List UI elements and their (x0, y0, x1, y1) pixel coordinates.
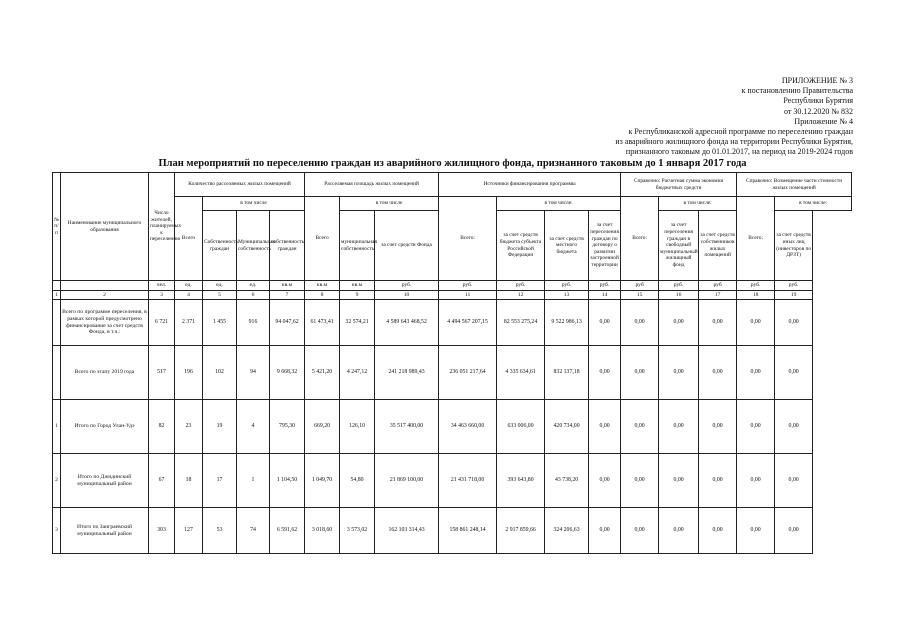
col-header-compensation: Справочно: Возмещение части стоимости жилых помещений (737, 173, 852, 197)
value-cell: 53 (203, 508, 237, 554)
unit-cell: руб. (439, 281, 497, 291)
value-cell: 0,00 (699, 400, 737, 454)
row-number (53, 346, 61, 400)
column-number-cell: 12 (497, 291, 545, 300)
column-number-cell: 5 (203, 291, 237, 300)
value-cell: 393 643,80 (497, 454, 545, 508)
table-row (53, 400, 852, 454)
value-cell: 9 668,32 (270, 346, 305, 400)
value-cell: 0,00 (659, 346, 699, 400)
value-cell: 127 (175, 508, 203, 554)
municipality-name: Итого по Джидинский муниципальный район (61, 454, 149, 508)
value-cell: 0,00 (621, 454, 659, 508)
unit-cell: руб. (775, 281, 813, 291)
row-number (53, 300, 61, 346)
unit-cell: руб. (737, 281, 775, 291)
col-header-area-including: в том числе (340, 197, 439, 211)
value-cell: 420 734,00 (545, 400, 589, 454)
value-cell: 18 (175, 454, 203, 508)
value-cell: 0,00 (659, 300, 699, 346)
value-cell: 4 494 567 207,15 (439, 300, 497, 346)
municipality-name: Всего по программе переселения, в рамках которой предусмотрено финансирование за счет средств Фонда, в т.ч.: (61, 300, 149, 346)
col-header-residents: Число жителей, планируемых к переселению (149, 173, 175, 281)
row-number: 2 (53, 454, 61, 508)
unit-cell: ед. (175, 281, 203, 291)
unit-cell: руб (699, 281, 737, 291)
header-line: Республики Бурятия (783, 96, 853, 106)
value-cell: 196 (175, 346, 203, 400)
row-number: 1 (53, 400, 61, 454)
column-number-cell: 19 (775, 291, 813, 300)
value-cell: 0,00 (737, 508, 775, 554)
header-line: к постановлению Правительства (741, 86, 853, 96)
col-header-rooms: Количество расселяемых жилых помещений (175, 173, 305, 197)
value-cell: 0,00 (589, 508, 621, 554)
units-row (53, 281, 852, 291)
table-body (53, 300, 852, 554)
column-number-cell: 7 (270, 291, 305, 300)
value-cell: 162 103 314,43 (375, 508, 439, 554)
column-number-cell: 10 (375, 291, 439, 300)
value-cell: 32 574,21 (340, 300, 375, 346)
value-cell: 0,00 (699, 454, 737, 508)
col-header-other-persons: за счет средств иных лиц (инвесторов по ДРЗТ) (775, 211, 813, 281)
units-cell (61, 281, 149, 291)
unit-cell: руб. (659, 281, 699, 291)
value-cell: 795,30 (270, 400, 305, 454)
value-cell: 0,00 (699, 300, 737, 346)
value-cell: 4 247,12 (340, 346, 375, 400)
value-cell: 0,00 (621, 300, 659, 346)
unit-cell: ед. (203, 281, 237, 291)
column-numbers-row (53, 291, 852, 300)
column-number-cell: 2 (61, 291, 149, 300)
value-cell: 23 (175, 400, 203, 454)
value-cell: 0,00 (621, 508, 659, 554)
unit-cell: руб. (375, 281, 439, 291)
value-cell: 1 049,70 (305, 454, 340, 508)
header-line: к Республиканской адресной программе по переселению граждан (628, 127, 853, 137)
column-number-cell: 8 (305, 291, 340, 300)
unit-cell: кв.м (340, 281, 375, 291)
value-cell: 0,00 (775, 400, 813, 454)
value-cell: 4 589 643 468,52 (375, 300, 439, 346)
unit-cell: руб. (545, 281, 589, 291)
value-cell: 236 051 217,64 (439, 346, 497, 400)
value-cell: 0,00 (589, 454, 621, 508)
value-cell: 324 206,63 (545, 508, 589, 554)
table-row (53, 346, 852, 400)
value-cell: 6 591,62 (270, 508, 305, 554)
value-cell: 916 (237, 300, 270, 346)
col-header-fund: за счет средств Фонда (375, 211, 439, 281)
value-cell: 9 522 986,13 (545, 300, 589, 346)
value-cell: 0,00 (737, 346, 775, 400)
value-cell: 0,00 (737, 454, 775, 508)
value-cell: 0,00 (659, 400, 699, 454)
value-cell: 82 (149, 400, 175, 454)
value-cell: 74 (237, 508, 270, 554)
resettlement-plan-table (52, 172, 852, 554)
unit-cell: чел. (149, 281, 175, 291)
value-cell: 241 218 989,43 (375, 346, 439, 400)
col-header-num: № п/п (53, 173, 61, 281)
value-cell: 43 738,20 (545, 454, 589, 508)
value-cell: 832 137,18 (545, 346, 589, 400)
column-number-cell: 6 (237, 291, 270, 300)
col-header-savings-total: Всего: (621, 197, 659, 281)
column-number-cell: 9 (340, 291, 375, 300)
col-header-rooms-including: в том числе (203, 197, 305, 211)
column-number-cell: 4 (175, 291, 203, 300)
value-cell: 34 463 660,00 (439, 400, 497, 454)
column-number-cell: 13 (545, 291, 589, 300)
col-header-area-private: собственность граждан (270, 211, 305, 281)
column-number-cell: 3 (149, 291, 175, 300)
col-header-local-budget: за счет средств местного бюджета (545, 211, 589, 281)
value-cell: 633 006,00 (497, 400, 545, 454)
col-header-name: Наименование муниципального образования (61, 173, 149, 281)
col-header-area: Расселяемая площадь жилых помещений (305, 173, 439, 197)
value-cell: 0,00 (699, 508, 737, 554)
value-cell: 0,00 (589, 400, 621, 454)
col-header-funding-including: в том числе: (497, 197, 621, 211)
value-cell: 5 421,20 (305, 346, 340, 400)
value-cell: 82 553 275,24 (497, 300, 545, 346)
col-header-subject-budget: за счет средств бюджета субъекта Российской Федерации (497, 211, 545, 281)
column-number-cell: 15 (621, 291, 659, 300)
unit-cell: руб (621, 281, 659, 291)
value-cell: 4 335 634,61 (497, 346, 545, 400)
value-cell: 126,10 (340, 400, 375, 454)
appendix-header (615, 76, 853, 158)
header-line: из аварийного жилищного фонда на территории Республики Бурятия, (615, 137, 853, 147)
table-row (53, 508, 852, 554)
unit-cell: ед. (237, 281, 270, 291)
col-header-owners-funds: за счет средств собственников жилых помещений (699, 211, 737, 281)
value-cell: 61 473,41 (305, 300, 340, 346)
col-header-funding: Источники финансирования программы (439, 173, 621, 197)
column-number-cell: 17 (699, 291, 737, 300)
header-line: Приложение № 4 (794, 116, 853, 126)
value-cell: 4 (237, 400, 270, 454)
table-row (53, 300, 852, 346)
value-cell: 0,00 (775, 454, 813, 508)
col-header-free-housing: за счет переселения граждан в свободный муниципальный жилищный фонд (659, 211, 699, 281)
value-cell: 3 573,02 (340, 508, 375, 554)
value-cell: 3 018,60 (305, 508, 340, 554)
table-row (53, 454, 852, 508)
value-cell: 67 (149, 454, 175, 508)
col-header-rooms-total: Всего (175, 197, 203, 281)
unit-cell: руб. (589, 281, 621, 291)
column-number-cell: 18 (737, 291, 775, 300)
value-cell: 0,00 (775, 508, 813, 554)
column-number-cell: 11 (439, 291, 497, 300)
value-cell: 0,00 (621, 400, 659, 454)
column-number-cell: 16 (659, 291, 699, 300)
value-cell: 0,00 (589, 300, 621, 346)
value-cell: 0,00 (737, 300, 775, 346)
col-header-contract: за счет переселения граждан по договору о развитии застроенной территории (589, 211, 621, 281)
municipality-name: Всего по этапу 2019 года (61, 346, 149, 400)
row-number: 3 (53, 508, 61, 554)
document-title: План мероприятий по переселению граждан из аварийного жилищного фонда, признанного таковым до 1 января 2017 года (158, 158, 747, 169)
col-header-funding-total: Всего: (439, 197, 497, 281)
col-header-private: Собственность граждан (203, 211, 237, 281)
value-cell: 0,00 (737, 400, 775, 454)
col-header-area-municipal: муниципальная собственность (340, 211, 375, 281)
value-cell: 102 (203, 346, 237, 400)
value-cell: 0,00 (659, 454, 699, 508)
value-cell: 94 047,62 (270, 300, 305, 346)
value-cell: 0,00 (775, 346, 813, 400)
value-cell: 35 517 400,00 (375, 400, 439, 454)
value-cell: 158 861 248,14 (439, 508, 497, 554)
value-cell: 6 721 (149, 300, 175, 346)
unit-cell: кв.м (305, 281, 340, 291)
col-header-compensation-total: Всего: (737, 197, 775, 281)
value-cell: 21 431 718,00 (439, 454, 497, 508)
column-number-cell: 1 (53, 291, 61, 300)
header-line: ПРИЛОЖЕНИЕ № 3 (781, 76, 853, 85)
value-cell: 0,00 (621, 346, 659, 400)
value-cell: 21 869 100,00 (375, 454, 439, 508)
unit-cell: руб. (497, 281, 545, 291)
col-header-savings-including: в том числе: (659, 197, 737, 211)
value-cell: 517 (149, 346, 175, 400)
value-cell: 94 (237, 346, 270, 400)
value-cell: 1 (237, 454, 270, 508)
value-cell: 0,00 (659, 508, 699, 554)
municipality-name: Итого по Заиграевский муниципальный район (61, 508, 149, 554)
value-cell: 1 455 (203, 300, 237, 346)
header-line: от 30.12.2020 № 832 (783, 106, 853, 116)
unit-cell: кв.м (270, 281, 305, 291)
col-header-municipal: Муниципальная собственность (237, 211, 270, 281)
value-cell: 303 (149, 508, 175, 554)
value-cell: 2 371 (175, 300, 203, 346)
value-cell: 0,00 (589, 346, 621, 400)
value-cell: 19 (203, 400, 237, 454)
value-cell: 54,80 (340, 454, 375, 508)
col-header-compensation-including: в том числе: (775, 197, 852, 211)
value-cell: 0,00 (699, 346, 737, 400)
units-cell (53, 281, 61, 291)
value-cell: 17 (203, 454, 237, 508)
column-number-cell: 14 (589, 291, 621, 300)
value-cell: 0,00 (775, 300, 813, 346)
value-cell: 2 917 859,66 (497, 508, 545, 554)
col-header-area-total: Всего (305, 197, 340, 281)
header-line: признанного таковым до 01.01.2017, на период на 2019-2024 годов (625, 147, 853, 157)
col-header-savings: Справочно: Расчетная сумма экономии бюджетных средств (621, 173, 737, 197)
municipality-name: Итого по Город Улан-Удэ (61, 400, 149, 454)
value-cell: 1 104,50 (270, 454, 305, 508)
value-cell: 669,20 (305, 400, 340, 454)
